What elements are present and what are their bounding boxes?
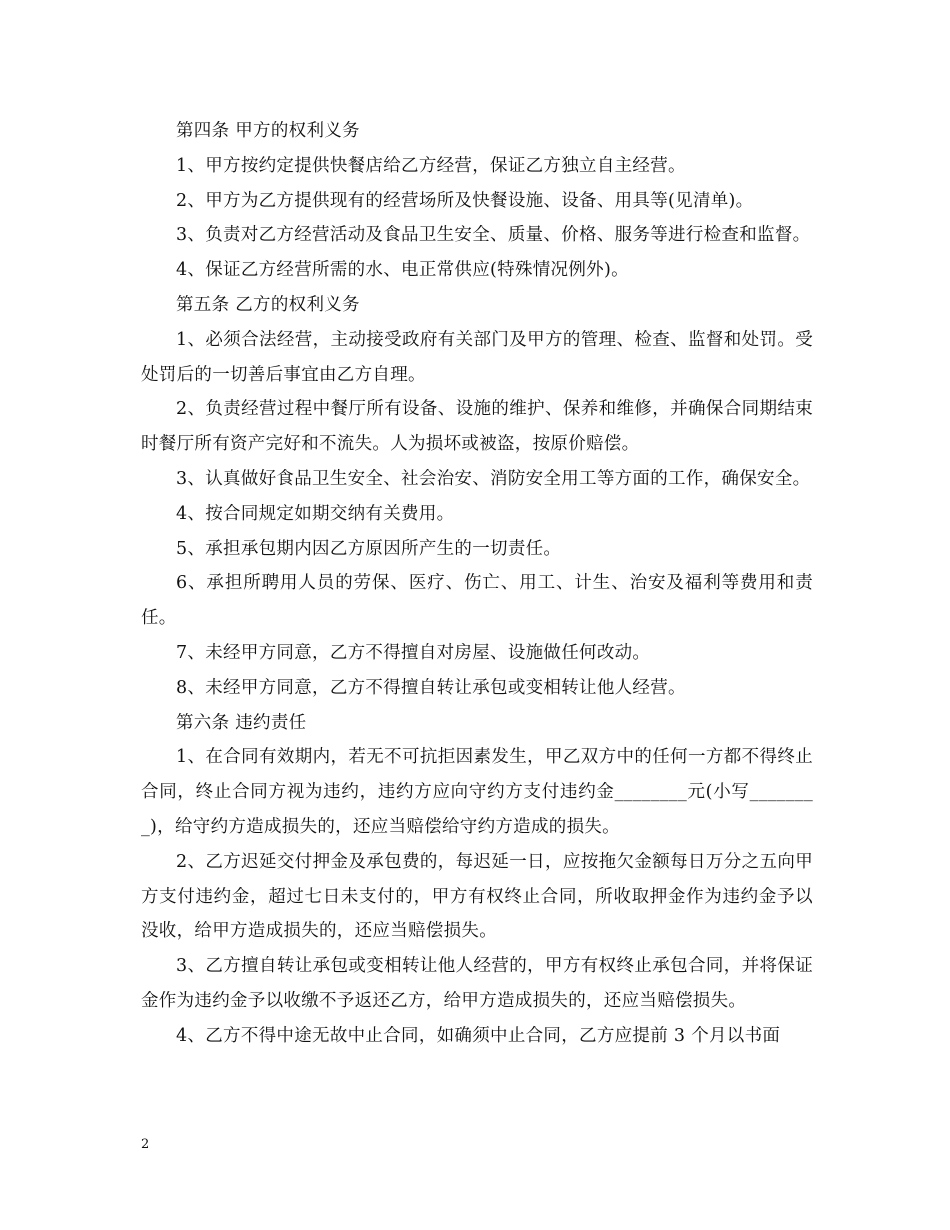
- article-6-clause-3: 3、乙方擅自转让承包或变相转让他人经营的，甲方有权终止承包合同，并将保证金作为违约金予以收缴不予返还乙方，给甲方造成损失的，还应当赔偿损失。: [141, 956, 813, 1011]
- article-4-clause-2: 2、甲方为乙方提供现有的经营场所及快餐设施、设备、用具等(见清单)。: [176, 190, 754, 211]
- article-4-clause-1: 1、甲方按约定提供快餐店给乙方经营，保证乙方独立自主经营。: [176, 155, 686, 176]
- article-5-clause-6: 6、承担所聘用人员的劳保、医疗、伤亡、用工、计生、治安及福利等费用和责任。: [141, 573, 813, 629]
- article-5-clause-8: 8、未经甲方同意，乙方不得擅自转让承包或变相转让他人经营。: [176, 677, 686, 698]
- article-5-clause-4: 4、按合同规定如期交纳有关费用。: [176, 503, 455, 524]
- article-4-heading: 第四条 甲方的权利义务: [176, 121, 360, 141]
- document-body: [141, 114, 813, 1054]
- article-6-clause-4: 4、乙方不得中途无故中止合同，如确须中止合同，乙方应提前 3 个月以书面: [176, 1025, 781, 1046]
- article-5-clause-7: 7、未经甲方同意，乙方不得擅自对房屋、设施做任何改动。: [176, 642, 651, 663]
- page-number: 2: [141, 1137, 150, 1152]
- article-6-clause-1: 1、在合同有效期内，若无不可抗拒因素发生，甲乙双方中的任何一方都不得终止合同，终止合同方视为违约，违约方应向守约方支付违约金________元(小写________)，给守约方造成损失的，还应当赔偿给守约方造成的损失。: [141, 747, 813, 837]
- article-5-clause-2: 2、负责经营过程中餐厅所有设备、设施的维护、保养和维修，并确保合同期结束时餐厅所有资产完好和不流失。人为损坏或被盗，按原价赔偿。: [141, 399, 813, 455]
- article-6-heading: 第六条 违约责任: [176, 712, 307, 733]
- article-5-clause-3: 3、认真做好食品卫生安全、社会治安、消防安全用工等方面的工作，确保安全。: [176, 468, 811, 489]
- article-4-clause-3: 3、负责对乙方经营活动及食品卫生安全、质量、价格、服务等进行检查和监督。: [176, 225, 811, 246]
- article-5-clause-1: 1、必须合法经营，主动接受政府有关部门及甲方的管理、检查、监督和处罚。受处罚后的一切善后事宜由乙方自理。: [141, 329, 813, 385]
- article-4-clause-4: 4、保证乙方经营所需的水、电正常供应(特殊情况例外)。: [176, 260, 629, 281]
- article-5-clause-5: 5、承担承包期内因乙方原因所产生的一切责任。: [176, 538, 562, 559]
- article-6-clause-2: 2、乙方迟延交付押金及承包费的，每迟延一日，应按拖欠金额每日万分之五向甲方支付违约金，超过七日未支付的，甲方有权终止合同，所收取押金作为违约金予以没收，给甲方造成损失的，还应当赔偿损失。: [141, 851, 813, 942]
- article-5-heading: 第五条 乙方的权利义务: [176, 294, 360, 315]
